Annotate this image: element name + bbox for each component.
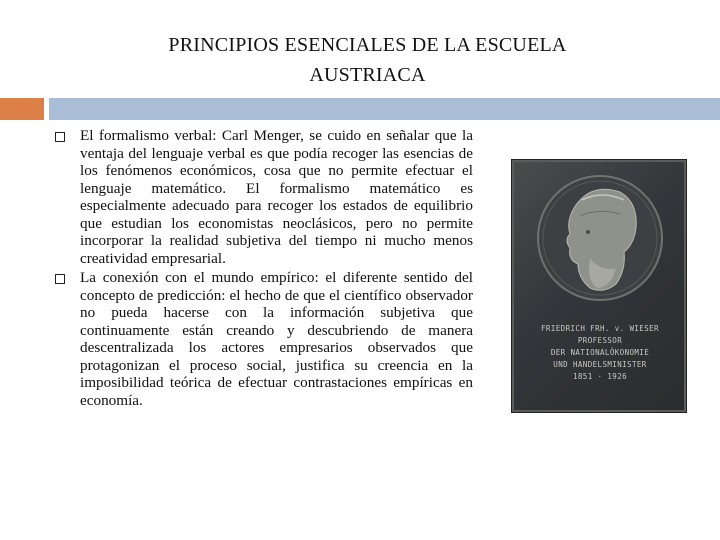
slide-title-line-2: AUSTRIACA	[309, 64, 426, 86]
plaque-inscription	[530, 323, 670, 383]
plaque-line-4: UND HANDELSMINISTER	[553, 360, 647, 369]
bullet-list	[50, 127, 473, 411]
bullet-item-conexion	[50, 269, 473, 409]
memorial-plaque-image	[511, 159, 687, 413]
plaque-line-1: FRIEDRICH FRH. v. WIESER	[541, 324, 659, 333]
plaque-line-3: DER NATIONALÖKONOMIE	[550, 348, 650, 357]
bullet-text-conexion: La conexión con el mundo empírico: el diferente sentido del concepto de predicción: el hecho de que el científico observador no pueda hacerse con la información subjetiva que continuamente están creando y descubriendo de manera descentralizada los actores empresarios observados que protagonizan el proceso social, justifica su creencia en la imposibilidad teórica de efectuar contrastaciones empíricas en economía.	[80, 269, 473, 409]
plaque-line-5: 1851 · 1926	[572, 372, 628, 381]
bullet-text-formalismo: El formalismo verbal: Carl Menger, se cuido en señalar que la ventaja del lenguaje verbal es que podía recoger las esencias de los fenómenos económicos, cosa que no permite efectuar el lenguaje matemático. El formalismo matemático es especialmente adecuado para recoger los estados de equilibrio que estudian los economistas neoclásicos, pero no permite incorporar la realidad subjetiva del tiempo ni mucho menos creatividad empresarial.	[80, 127, 473, 267]
accent-bar-blue	[49, 98, 720, 120]
slide-title	[60, 30, 675, 90]
accent-bar-orange	[0, 98, 44, 120]
bullet-item-formalismo	[50, 127, 473, 267]
square-bullet-icon	[55, 132, 65, 142]
slide-title-line-1: PRINCIPIOS ESENCIALES DE LA ESCUELA	[168, 34, 567, 56]
plaque-line-2: PROFESSOR	[577, 336, 623, 345]
square-bullet-icon	[55, 274, 65, 284]
